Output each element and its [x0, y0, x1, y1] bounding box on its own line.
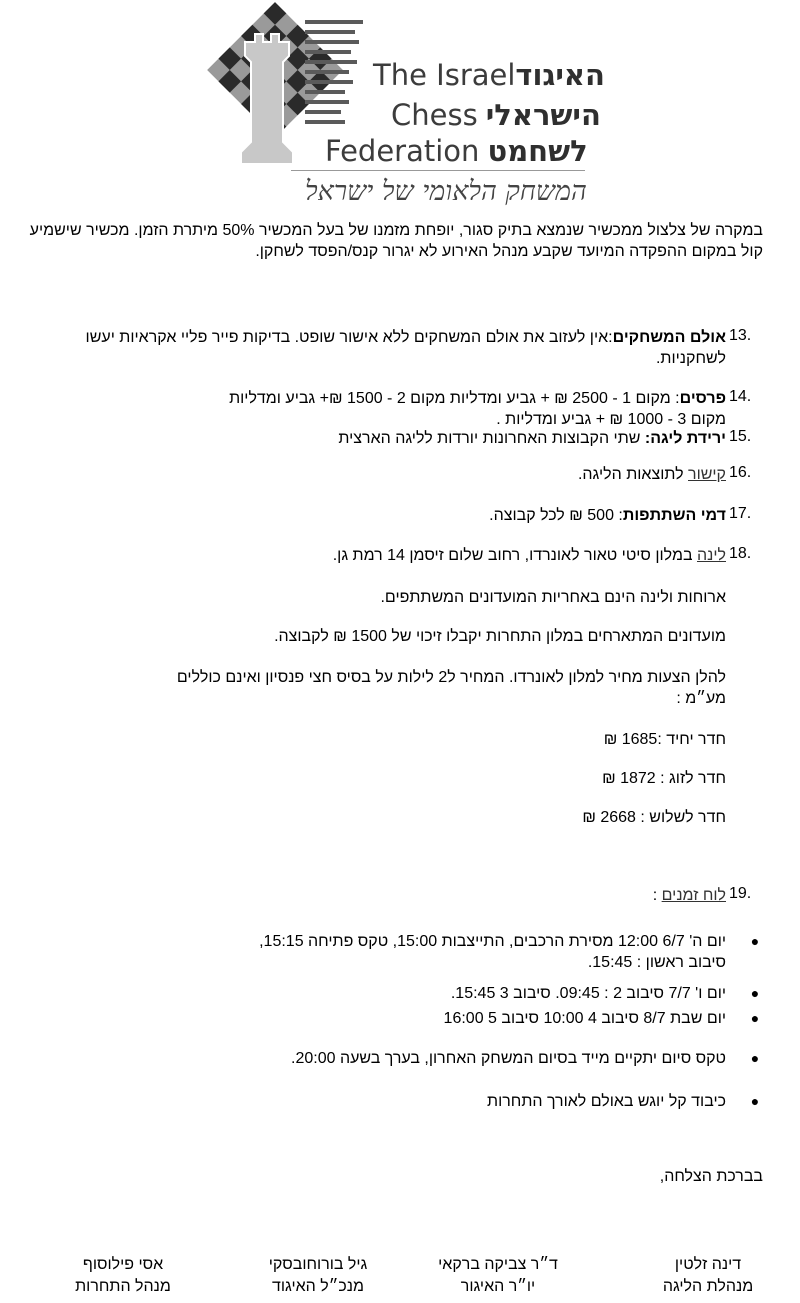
federation-logo — [205, 0, 605, 212]
item-16 — [40, 464, 726, 485]
item-18-text: במלון סיטי טאור לאונרדו, רחוב שלום זיסמן 14 רמת גן. — [332, 547, 697, 564]
signature-4-role: מנהל התחרות — [75, 1278, 171, 1295]
logo-divider — [291, 170, 585, 171]
item-15-number: 15. — [729, 428, 752, 445]
schedule-day-3: יום שבת 8/7 סיבוב 4 10:00 סיבוב 5 16:00 — [443, 1010, 726, 1027]
schedule-day-1-line-1: יום ה' 6/7 12:00 מסירת הרכבים, התייצבות 15:00, טקס פתיחה 15:15, — [259, 933, 726, 950]
schedule-link[interactable]: לוח זמנים — [661, 887, 726, 904]
closing-ceremony: טקס סיום יתקיים מייד בסיום המשחק האחרון, בערך בשעה 20:00. — [291, 1050, 726, 1067]
schedule-day-1 — [150, 931, 726, 973]
item-17-title: דמי השתתפות — [622, 507, 726, 524]
bullet-icon: ● — [750, 1050, 760, 1066]
item-14-text-2: מקום 3 - 1000 ₪ + גביע ומדליות . — [496, 411, 726, 428]
item-14-number: 14. — [729, 388, 752, 405]
item-15 — [40, 428, 726, 449]
item-19 — [40, 885, 726, 906]
item-17-number: 17. — [729, 505, 752, 522]
signature-3-name: גיל בורוחובסקי — [268, 1256, 368, 1273]
item-14-text-1: : מקום 1 - 2500 ₪ + גביע ומדליות מקום 2 - 1500 ₪+ גביע ומדליות — [229, 390, 680, 407]
logo-he-2: הישראלי — [485, 98, 601, 132]
item-18 — [40, 545, 726, 566]
logo-tagline: המשחק הלאומי של ישראל — [305, 176, 587, 207]
item-16-number: 16. — [729, 464, 752, 481]
schedule-day-1-line-2: סיבוב ראשון : 15:45. — [587, 954, 726, 971]
signature-1-role: מנהלת הליגה — [662, 1278, 754, 1295]
signature-1-name: דינה זלטין — [674, 1256, 742, 1273]
item-13-text: :אין לעזוב את אולם המשחקים ללא אישור שופט. בדיקות פייר פליי אקראיות יעשו לשחקניות. — [85, 329, 726, 367]
closing-greeting: בברכת הצלחה, — [659, 1168, 763, 1185]
room-single: חדר יחיד :1685 ₪ — [603, 731, 726, 748]
room-double: חדר לזוג : 1872 ₪ — [602, 770, 726, 787]
lodging-link[interactable]: לינה — [697, 547, 726, 564]
logo-line-2 — [373, 98, 601, 133]
item-13-title: אולם המשחקים — [612, 329, 726, 346]
signature-2-role: יו״ר האיגור — [460, 1278, 536, 1295]
logo-en-3: Federation — [325, 134, 480, 168]
lodging-p3: להלן הצעות מחיר למלון לאונרדו. המחיר ל2 לילות על בסיס חצי פנסיון ואינם כוללים מע״מ : — [176, 669, 726, 707]
logo-he-3: לשחמט — [487, 134, 588, 168]
item-15-title: ירידת ליגה: — [644, 430, 726, 447]
lodging-p1: ארוחות ולינה הינם באחריות המועדונים המשתתפים. — [380, 589, 726, 606]
room-triple: חדר לשלוש : 2668 ₪ — [582, 809, 726, 826]
item-13-number: 13. — [729, 327, 752, 344]
bullet-icon: ● — [750, 985, 760, 1001]
item-17 — [40, 505, 726, 526]
item-19-text: : — [652, 887, 662, 904]
signature-3-role: מנכ״ל האיגוד — [272, 1278, 364, 1295]
item-13 — [40, 327, 726, 369]
item-15-text: שתי הקבוצות האחרונות יורדות לליגה הארצית — [338, 430, 645, 447]
logo-en-1: The Israel — [373, 58, 516, 92]
item-16-text: לתוצאות הליגה. — [577, 466, 689, 483]
item-19-number: 19. — [729, 885, 752, 902]
intro-paragraph: במקרה של צלצול ממכשיר שנמצא בתיק סגור, יופחת מזמנו של בעל המכשיר 50% מיתרת הזמן. מכשיר שישמיע קול במקום ההפקדה המיועד שקבע מנהל האירוע לא יגרור קנס/הפסד לשחקן. — [29, 222, 763, 260]
logo-line-3 — [325, 134, 588, 169]
bullet-icon: ● — [750, 1093, 760, 1109]
bullet-icon: ● — [750, 933, 760, 949]
results-link[interactable]: קישור — [688, 466, 726, 483]
signature-4 — [58, 1254, 188, 1298]
logo-he-1: האיגוד — [515, 58, 605, 92]
signature-1 — [653, 1254, 763, 1298]
item-14 — [40, 388, 726, 430]
item-17-text: : 500 ₪ לכל קבוצה. — [489, 507, 623, 524]
schedule-day-2: יום ו' 7/7 סיבוב 2 : 09:45. סיבוב 3 15:45. — [450, 985, 726, 1002]
logo-line-1 — [373, 58, 605, 93]
signature-3 — [248, 1254, 388, 1298]
refreshments: כיבוד קל יוגש באולם לאורך התחרות — [487, 1093, 726, 1110]
lodging-p2: מועדונים המתארחים במלון התחרות יקבלו זיכוי של 1500 ₪ לקבוצה. — [274, 628, 726, 645]
logo-en-2: Chess — [391, 98, 478, 132]
item-18-number: 18. — [729, 545, 752, 562]
bullet-icon: ● — [750, 1010, 760, 1026]
item-14-title: פרסים — [679, 390, 726, 407]
signature-2-name: ד״ר צביקה ברקאי — [438, 1256, 558, 1273]
signature-2 — [428, 1254, 568, 1298]
signature-4-name: אסי פילוסוף — [82, 1256, 164, 1273]
